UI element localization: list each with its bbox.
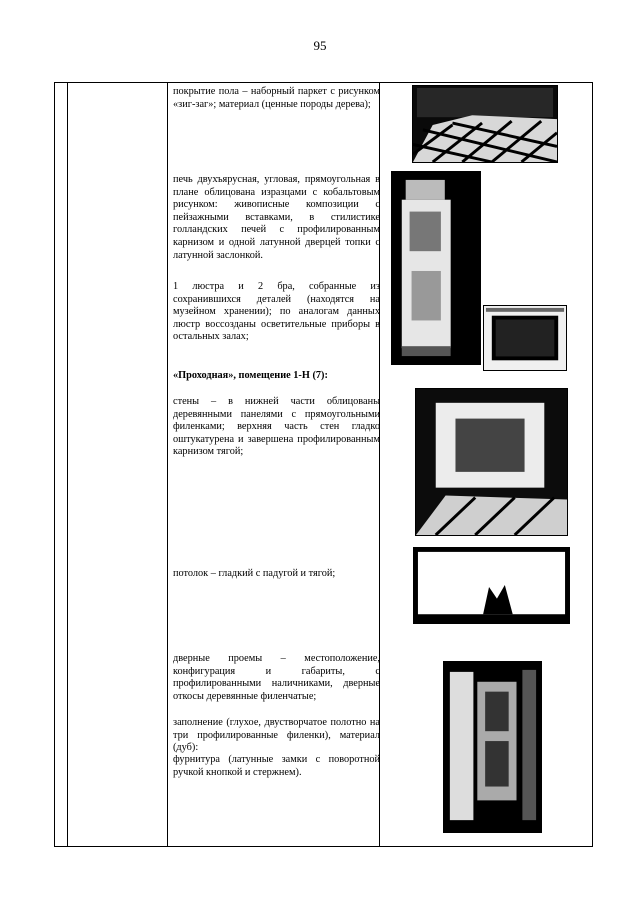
- photo-parquet-floor: [412, 85, 558, 163]
- text-floor: покрытие пола – наборный паркет с рисунком «зиг-заг»; материал (ценные породы дерева);: [173, 86, 380, 110]
- photo-stove-detail: [483, 305, 567, 371]
- photo-ceiling: [413, 547, 570, 624]
- column-divider: [167, 83, 168, 846]
- photo-wall-panels: [415, 388, 568, 536]
- text-ceiling: потолок – гладкий с падугой и тягой;: [173, 568, 336, 579]
- text-hardware: фурнитура (латунные замки с поворотной ручкой кнопкой и стержнем).: [173, 754, 380, 778]
- page-number: 95: [313, 38, 327, 53]
- room-heading: «Проходная», помещение 1-Н (7):: [173, 370, 328, 381]
- text-door-fill: заполнение (глухое, двустворчатое полотно на три профилированные филенки), материал (дуб):: [173, 717, 380, 754]
- text-stove: печь двухъярусная, угловая, прямоугольная в плане облицована изразцами с кобальтовым рисунком: живописные композиции с пейзажными вставками, в стилистике голландских печей с профилированным карнизом и одной латунной дверцей топки с латунной заслонкой.: [173, 174, 380, 261]
- text-doorways: дверные проемы – местоположение, конфигурация и габариты, с профилированными наличниками, дверные откосы деревянные филенчатые;: [173, 653, 380, 702]
- column-divider: [67, 83, 68, 846]
- text-chandelier: 1 люстра и 2 бра, собранные из сохранившихся деталей (находятся на музейном хранении); по аналогам данных люстр воссозданы осветительные приборы в остальных залах;: [173, 281, 380, 343]
- text-walls: стены – в нижней части облицованы деревянными панелями с прямоугольными филенками; верхняя часть стен гладко оштукатурена и завершена профилированным карнизом тягой;: [173, 396, 380, 458]
- photo-doorway: [443, 661, 542, 833]
- content-table: [54, 82, 593, 847]
- photo-tiled-stove: [391, 171, 481, 365]
